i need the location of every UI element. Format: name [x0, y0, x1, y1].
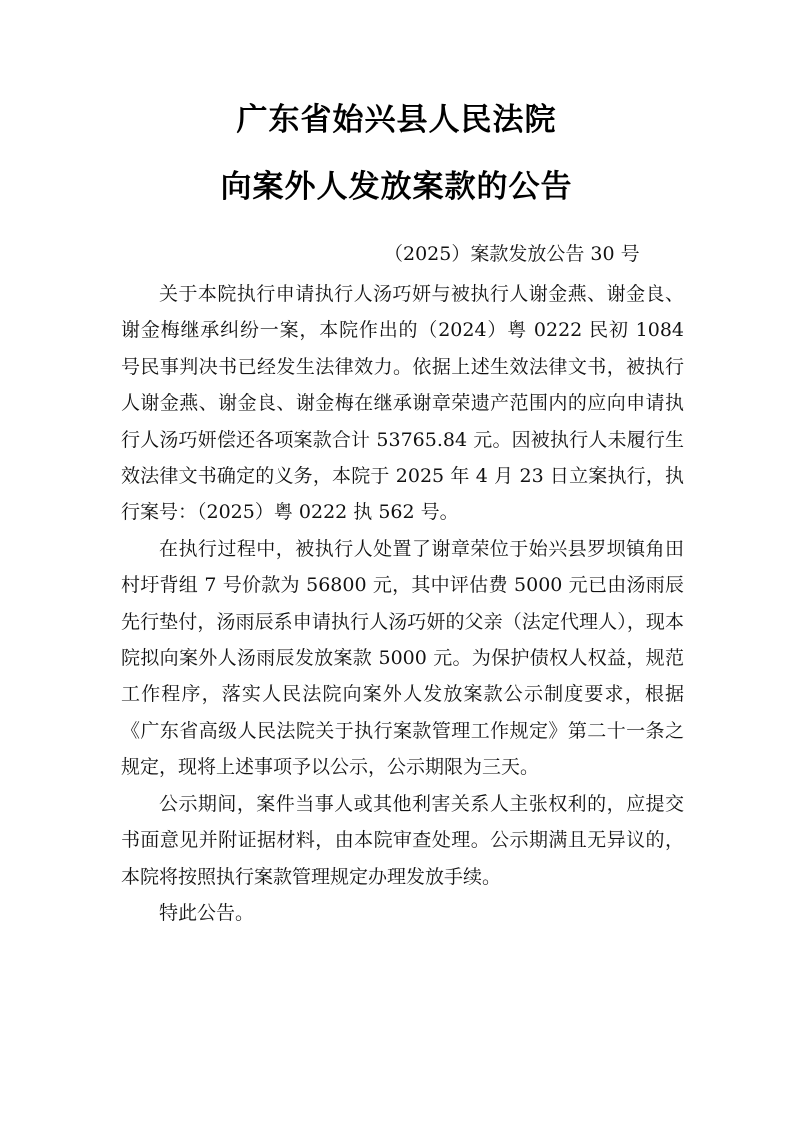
- paragraph-closing: 特此公告。: [159, 901, 255, 924]
- paragraph-objection-period: 公示期间，案件当事人或其他利害关系人主张权利的，应提交书面意见并附证据材料，由本院审查处理。公示期满且无异议的，本院将按照执行案款管理规定办理发放手续。: [121, 792, 684, 888]
- notice-body: [121, 276, 684, 931]
- notice-title: 向案外人发放案款的公告: [220, 169, 573, 205]
- paragraph-case-background: 关于本院执行申请执行人汤巧妍与被执行人谢金燕、谢金良、谢金梅继承纠纷一案，本院作出的（2024）粤 0222 民初 1084 号民事判决书已经发生法律效力。依据上述生效法律文书，被执行人谢金燕、谢金良、谢金梅在继承谢章荣遗产范围内的应向申请执行人汤巧妍偿还各项案款合计 53765.84 元。因被执行人未履行生效法律文书确定的义务，本院于 2025 年 4 月 23 日立案执行，执行案号：（2025）粤 0222 执 562 号。: [121, 283, 684, 524]
- paragraph-disbursement-details: 在执行过程中，被执行人处置了谢章荣位于始兴县罗坝镇角田村圩背组 7 号价款为 56800 元，其中评估费 5000 元已由汤雨辰先行垫付，汤雨辰系申请执行人汤巧妍的父亲（法定代理人），现本院拟向案外人汤雨辰发放案款 5000 元。为保护债权人权益，规范工作程序，落实人民法院向案外人发放案款公示制度要求，根据《广东省高级人民法院关于执行案款管理工作规定》第二十一条之规定，现将上述事项予以公示，公示期限为三天。: [121, 537, 684, 779]
- court-name-title: 广东省始兴县人民法院: [236, 102, 557, 138]
- notice-number: （2025）案款发放公告 30 号: [384, 243, 640, 265]
